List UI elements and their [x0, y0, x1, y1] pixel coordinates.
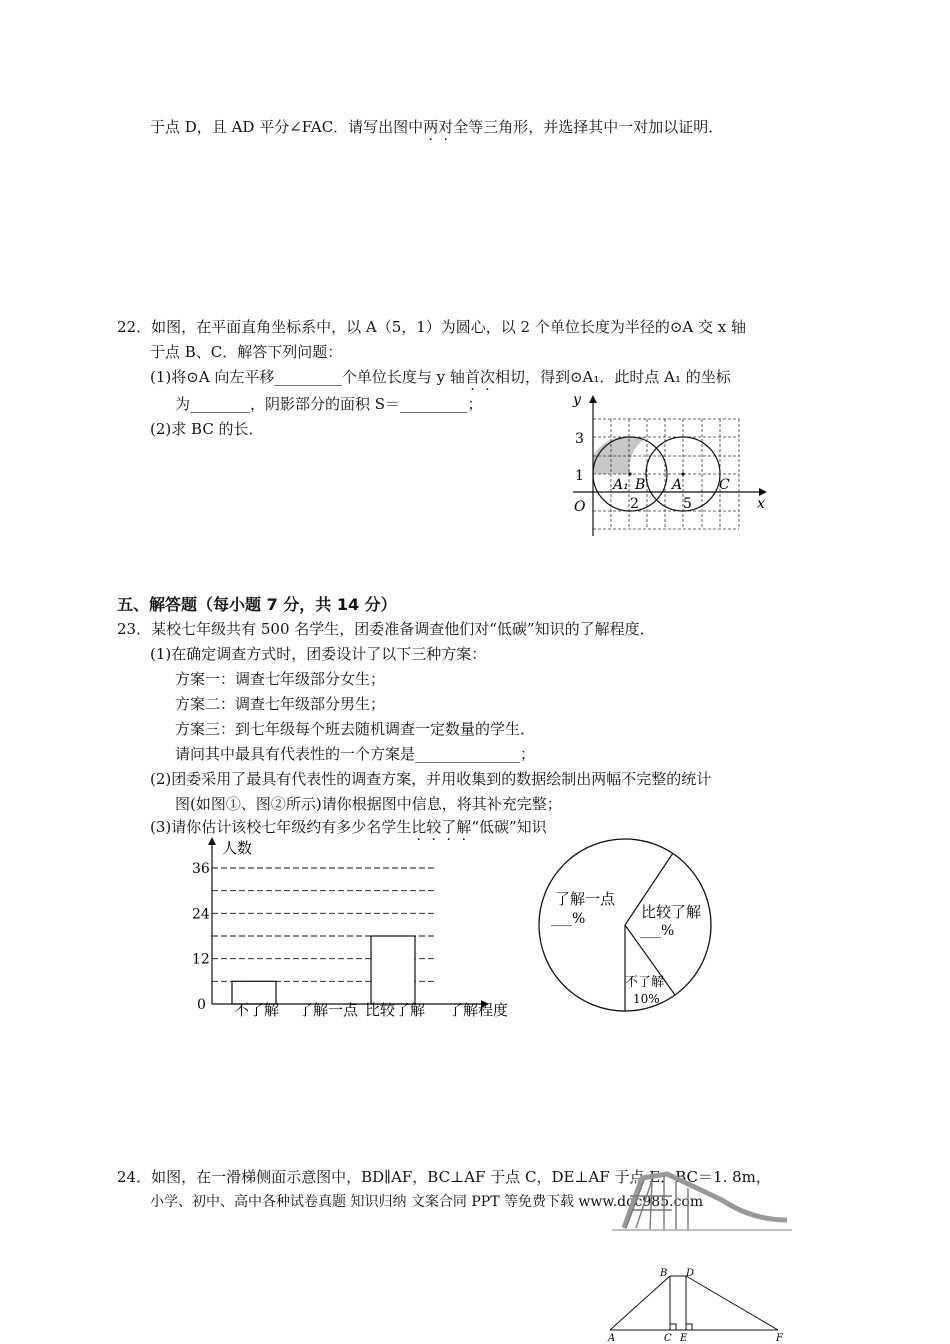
emphasis-char: 首 [464, 368, 480, 386]
x-axis-arrow [759, 488, 767, 496]
emphasis-char: 对 [438, 118, 454, 136]
label-a1: A₁ [613, 477, 629, 493]
pie-value: ___% [551, 911, 586, 927]
x-axis-label: x [757, 496, 765, 512]
emphasis-char: 了 [441, 818, 457, 836]
emphasis-char: 两 [423, 118, 439, 136]
diagram-label-c: C [664, 1333, 672, 1344]
coordinate-figure [565, 390, 775, 540]
section-title: 五、解答题（每小题 7 分，共 14 分） [117, 595, 397, 614]
q22-line2: 于点 B、C．解答下列问题： [150, 343, 343, 361]
y-tick-label: 36 [192, 861, 210, 877]
y-tick-label: 0 [197, 997, 206, 1013]
x-category-label: 不了解 [234, 1001, 280, 1019]
dashed-grid [593, 419, 739, 529]
point-a1 [628, 472, 631, 475]
diagram-label-e: E [680, 1333, 688, 1344]
shaded-region [593, 437, 647, 474]
slide-illustration [612, 1170, 792, 1232]
emphasis-char: 比 [411, 818, 427, 836]
y-axis-arrow [589, 395, 597, 403]
q22-part1-line1: (1)将⊙A 向左平移_________个单位长度与 y 轴首次相切，得到⊙A₁．此时点 A₁ 的坐标 [150, 368, 731, 386]
q23-ask: 请问其中最具有代表性的一个方案是______________； [175, 745, 536, 763]
emphasis-char: 较 [426, 818, 442, 836]
diagram-label-b: B [660, 1268, 668, 1279]
q22-line1: 22．如图，在平面直角坐标系中，以 A（5，1）为圆心，以 2 个单位长度为半径的⊙A 交 x 轴 [117, 318, 747, 336]
q23-plan3: 方案三：到七年级每个班去随机调查一定数量的学生． [175, 720, 536, 738]
bar-比较了解 [371, 936, 415, 1004]
pie-label: 比较了解 [641, 903, 702, 921]
emphasis-char: 解 [456, 818, 472, 836]
tick-label-2: 2 [630, 496, 639, 512]
origin-label: O [574, 499, 586, 515]
q23-plan2: 方案二：调查七年级部分男生； [175, 695, 386, 713]
bar-chart-y-arrow [208, 837, 216, 845]
y-axis-label: y [573, 392, 581, 408]
diagram-label-f: F [776, 1333, 783, 1344]
slide-diagram [598, 1262, 798, 1344]
q24-line1: 24．如图，在一滑梯侧面示意图中，BD∥AF，BC⊥AF 于点 C，DE⊥AF 于点 E．BC＝1. 8m， [117, 1168, 771, 1186]
diagram-label-a: A [608, 1333, 616, 1344]
emphasis-char: 次 [479, 368, 495, 386]
pie-label: 不了解 [625, 975, 665, 990]
q21-tail-line: 于点 D，且 AD 平分∠FAC．请写出图中两对全等三角形，并选择其中一对加以证明． [150, 118, 724, 136]
bar-chart-ylabel: 人数 [222, 839, 253, 857]
label-b: B [635, 477, 646, 493]
x-category-label: 了解一点 [298, 1001, 359, 1019]
y-tick-label: 12 [192, 951, 210, 968]
pie-chart [535, 836, 720, 1016]
x-category-label: 比较了解 [365, 1001, 426, 1019]
q23-line1: 23．某校七年级共有 500 名学生，团委准备调查他们对“低碳”知识的了解程度． [117, 620, 655, 638]
bar-chart [190, 836, 530, 1026]
diagram-label-d: D [686, 1268, 695, 1279]
q23-part2-line1: (2)团委采用了最具有代表性的调查方案，并用收集到的数据绘制出两幅不完整的统计 [150, 770, 712, 788]
pie-label: 了解一点 [555, 890, 616, 908]
q23-part1: (1)在确定调查方式时，团委设计了以下三种方案： [150, 645, 487, 663]
label-a: A [672, 477, 683, 493]
tick-label-1: 1 [575, 468, 584, 484]
q22-part2: (2)求 BC 的长． [150, 420, 264, 438]
tick-label-3: 3 [575, 431, 584, 447]
q23-part2-line2: 图(如图①、图②所示)请你根据图中信息，将其补充完整； [175, 795, 562, 813]
point-a [681, 472, 684, 475]
bar-chart-bars [232, 936, 415, 1004]
bar-chart-xlabel: 了解程度 [448, 1001, 509, 1019]
page-footer: 小学、初中、高中各种试卷真题 知识归纳 文案合同 PPT 等免费下载 www.doc985.com [150, 1194, 704, 1210]
pie-value: 10% [633, 992, 660, 1006]
tick-label-5: 5 [683, 496, 692, 512]
q23-part3: (3)请你估计该校七年级约有多少名学生比较了解“低碳”知识 [150, 818, 547, 836]
q22-part1-line2: 为________，阴影部分的面积 S＝_________； [175, 395, 483, 413]
label-c: C [719, 477, 730, 493]
y-tick-label: 24 [192, 906, 210, 923]
pie-value: ___% [640, 923, 675, 939]
q23-plan1: 方案一：调查七年级部分女生； [175, 670, 386, 688]
